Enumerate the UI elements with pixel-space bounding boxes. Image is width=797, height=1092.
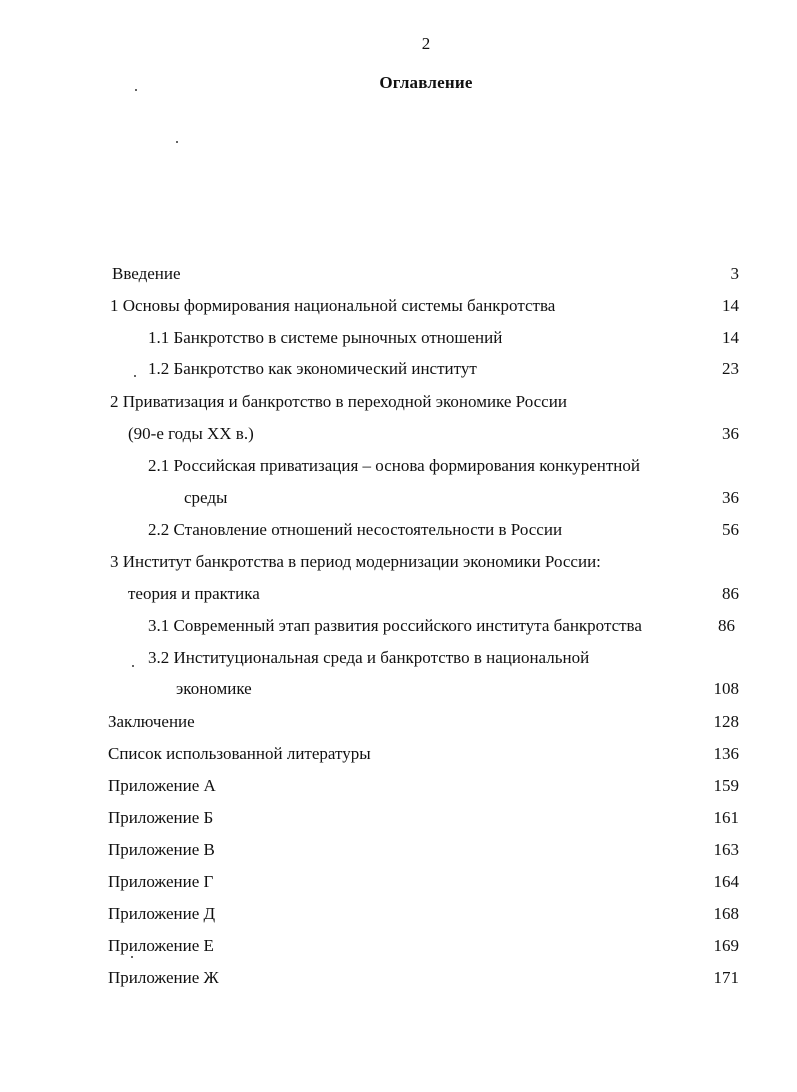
toc-entry-text: Введение [112,264,181,283]
toc-entry-text: теория и практика [128,584,260,603]
toc-entry-appendix-b[interactable] [0,806,797,830]
scan-speck [135,89,137,91]
toc-entry-text: Приложение Е [108,936,214,955]
toc-entry-text: 2.2 Становление отношений несостоятельности в России [148,520,563,539]
toc-entry-text: экономике [176,679,252,698]
toc-entry-page: 136 [713,744,739,763]
toc-entry-text: Приложение Д [108,904,216,923]
toc-entry-text: Заключение [108,712,195,731]
toc-entry-page: 23 [722,359,739,378]
toc-entry-text: Приложение А [108,776,216,795]
toc-entry-text: 3.1 Современный этап развития российского института банкротства [148,616,642,635]
toc-entry-page: 3 [730,264,739,283]
toc-entry-introduction[interactable] [0,262,797,286]
toc-entry-text: Приложение Б [108,808,214,827]
toc-entry-appendix-a[interactable] [0,774,797,798]
toc-entry-text: 1.1 Банкротство в системе рыночных отношений [148,328,503,347]
toc-entry-page: 128 [713,712,739,731]
toc-entry-section-3-1[interactable] [0,614,797,638]
toc-entry-page: 108 [713,679,739,698]
toc-entry-section-1-2[interactable] [0,357,797,381]
toc-entry-page: 159 [713,776,739,795]
toc-entry-chapter-2[interactable] [0,390,797,414]
toc-entry-text: 2 Приватизация и банкротство в переходной экономике России [110,392,567,411]
toc-entry-page: 86 [722,584,739,603]
toc-entry-section-2-2[interactable] [0,518,797,542]
toc-entry-section-3-2-cont[interactable] [0,677,797,701]
toc-entry-appendix-zh[interactable] [0,966,797,990]
toc-entry-chapter-3[interactable] [0,550,797,574]
toc-entry-page: 14 [722,328,739,347]
page-number: 2 [421,34,431,53]
toc-entry-page: 14 [722,296,739,315]
toc-entry-conclusion[interactable] [0,710,797,734]
toc-entry-page: 56 [722,520,739,539]
toc-entry-appendix-e[interactable] [0,934,797,958]
toc-entry-text: Приложение Ж [108,968,219,987]
toc-entry-page: 161 [713,808,739,827]
toc-entry-chapter-3-cont[interactable] [0,582,797,606]
toc-entry-page: 164 [713,872,739,891]
toc-entry-appendix-d[interactable] [0,902,797,926]
toc-entry-text: среды [184,488,228,507]
toc-entry-bibliography[interactable] [0,742,797,766]
toc-entry-page: 86 [718,616,735,635]
toc-entry-text: 1 Основы формирования национальной системы банкротства [110,296,556,315]
toc-entry-page: 36 [722,424,739,443]
toc-entry-section-2-1[interactable] [0,454,797,478]
toc-entry-text: 1.2 Банкротство как экономический институт [148,359,477,378]
toc-entry-appendix-v[interactable] [0,838,797,862]
toc-entry-text: 3.2 Институциональная среда и банкротство в национальной [148,648,590,667]
scan-speck [176,141,178,143]
toc-entry-text: 2.1 Российская приватизация – основа формирования конкурентной [148,456,640,475]
toc-entry-page: 168 [713,904,739,923]
toc-entry-page: 171 [713,968,739,987]
toc-entry-text: (90-е годы XX в.) [128,424,254,443]
toc-entry-text: Список использованной литературы [108,744,371,763]
toc-entry-chapter-1[interactable] [0,294,797,318]
toc-entry-page: 36 [722,488,739,507]
toc-entry-text: Приложение В [108,840,215,859]
toc-entry-chapter-2-cont[interactable] [0,422,797,446]
toc-entry-section-3-2[interactable] [0,646,797,670]
toc-entry-section-2-1-cont[interactable] [0,486,797,510]
toc-entry-page: 163 [713,840,739,859]
toc-entry-section-1-1[interactable] [0,326,797,350]
toc-title: Оглавление [379,73,473,92]
toc-entry-appendix-g[interactable] [0,870,797,894]
toc-entry-page: 169 [713,936,739,955]
toc-entry-text: Приложение Г [108,872,214,891]
toc-entry-text: 3 Институт банкротства в период модернизации экономики России: [110,552,601,571]
